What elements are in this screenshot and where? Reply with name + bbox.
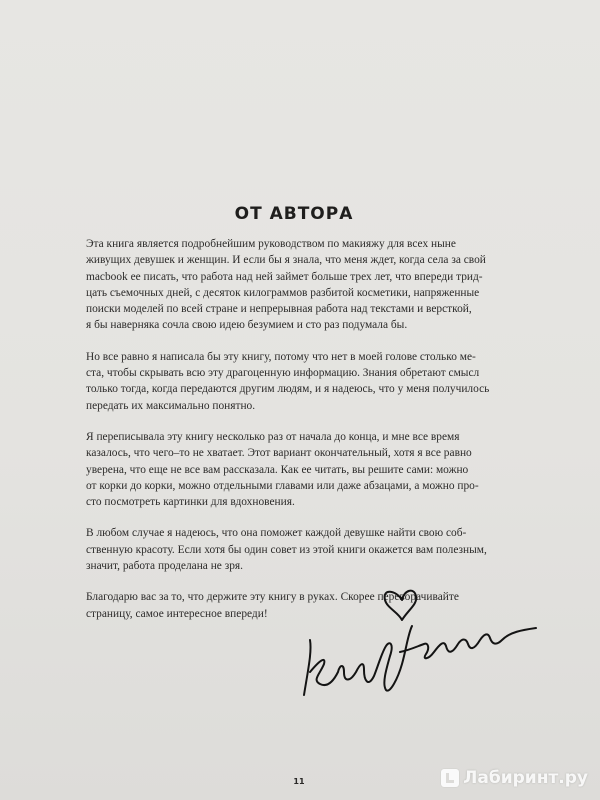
text-line: поиски моделей по всей стране и непрерывная работа над текстами и версткой, — [86, 303, 472, 316]
text-line: Эта книга является подробнейшим руководством по макияжу для всех ныне — [86, 238, 456, 250]
text-line: В любом случае я надеюсь, что она поможет каждой девушке найти свою соб- — [86, 527, 467, 540]
text-line: только тогда, когда передаются другим людям, и я надеюсь, что у меня получилось — [86, 383, 490, 396]
text-line: передать их максимально понятно. — [86, 399, 256, 412]
text-line: macbook ее писать, что работа над ней займет больше трех лет, что впереди трид- — [86, 270, 483, 283]
labirint-watermark — [441, 768, 588, 788]
text-line: живущих девушек и женщин. И если бы я знала, что меня ждет, когда села за свой — [86, 254, 486, 267]
paragraph-2 — [86, 349, 526, 414]
text-line: Благодарю вас за то, что держите эту книгу в руках. Скорее переворачивайте — [86, 591, 459, 604]
text-line: Я переписывала эту книгу несколько раз от начала до конца, и мне все время — [86, 430, 460, 443]
text-line: Но все равно я написала бы эту книгу, потому что нет в моей голове столько ме- — [86, 350, 476, 363]
page-heading: ОТ АВТОРА — [234, 204, 354, 224]
labirint-logo-icon — [441, 769, 459, 787]
text-line: страницу, самое интересное впереди! — [86, 607, 268, 620]
paragraph-3 — [86, 429, 526, 510]
paragraph-1 — [86, 236, 526, 334]
text-line: я бы наверняка сочла свою идею безумием и сто раз подумала бы. — [86, 319, 408, 332]
text-line: ственную красоту. Если хотя бы один совет из этой книги окажется вам полезным, — [86, 543, 487, 556]
watermark-text: Лабиринт.ру — [463, 768, 588, 788]
text-line: от корки до корки, можно отдельными главами или даже абзацами, а можно про- — [86, 479, 479, 492]
page-number: 11 — [293, 777, 305, 786]
text-line: значит, работа проделана не зря. — [86, 560, 243, 573]
text-line: ста, чтобы скрывать всю эту драгоценную информацию. Знания обретают смысл — [86, 367, 480, 380]
heart-icon — [385, 591, 417, 620]
text-line: казалось, что чего–то не хватает. Этот вариант окончательный, хотя я все равно — [86, 447, 472, 460]
text-line: уверена, что еще не все вам рассказала. Как ее читать, вы решите сами: можно — [86, 463, 469, 476]
author-signature — [290, 560, 580, 720]
text-line: сто посмотреть картинки для вдохновения. — [86, 496, 295, 509]
text-line: цать съемочных дней, с десяток килограммов разбитой косметики, напряженные — [86, 286, 480, 299]
